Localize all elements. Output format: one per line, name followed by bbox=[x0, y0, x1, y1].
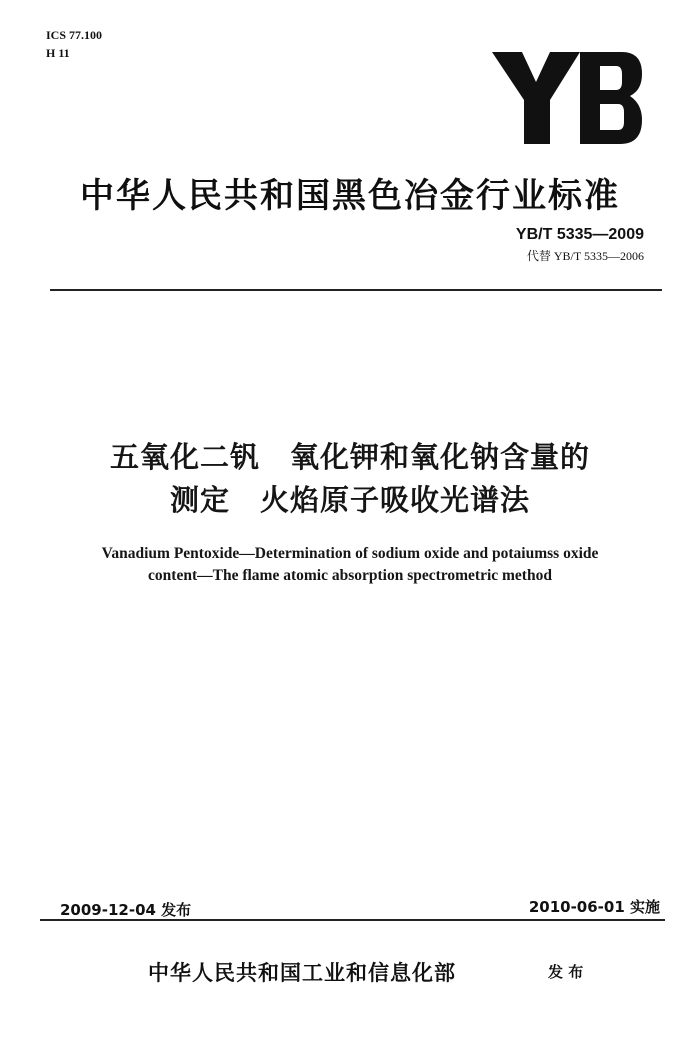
issue-label: 发 布 bbox=[548, 963, 584, 981]
yb-logo bbox=[492, 52, 642, 147]
replaced-standard: 代替 YB/T 5335—2006 bbox=[526, 249, 644, 263]
chinese-title-line-2: 测定 火焰原子吸收光谱法 bbox=[169, 483, 530, 517]
yb-logo-graphic bbox=[492, 52, 642, 147]
chinese-title-line-1: 五氧化二钒 氧化钾和氧化钠含量的 bbox=[109, 440, 590, 474]
top-divider bbox=[50, 289, 662, 291]
english-title-line-2: content—The flame atomic absorption spectrometric method bbox=[148, 567, 552, 584]
implementation-date: 2010-06-01 实施 bbox=[528, 898, 660, 916]
bottom-divider bbox=[40, 919, 665, 921]
industry-standard-title: 中华人民共和国黑色冶金行业标准 bbox=[80, 176, 620, 216]
issue-date: 2009-12-04 发布 bbox=[60, 901, 192, 919]
standard-number: YB/T 5335—2009 bbox=[515, 226, 644, 243]
ics-code: ICS 77.100 bbox=[46, 28, 103, 42]
category-code: H 11 bbox=[46, 46, 70, 60]
issuing-authority: 中华人民共和国工业和信息化部 bbox=[148, 961, 456, 985]
classification-block bbox=[46, 26, 102, 62]
english-title-line-1: Vanadium Pentoxide—Determination of sodium oxide and potaiumss oxide bbox=[101, 545, 599, 562]
